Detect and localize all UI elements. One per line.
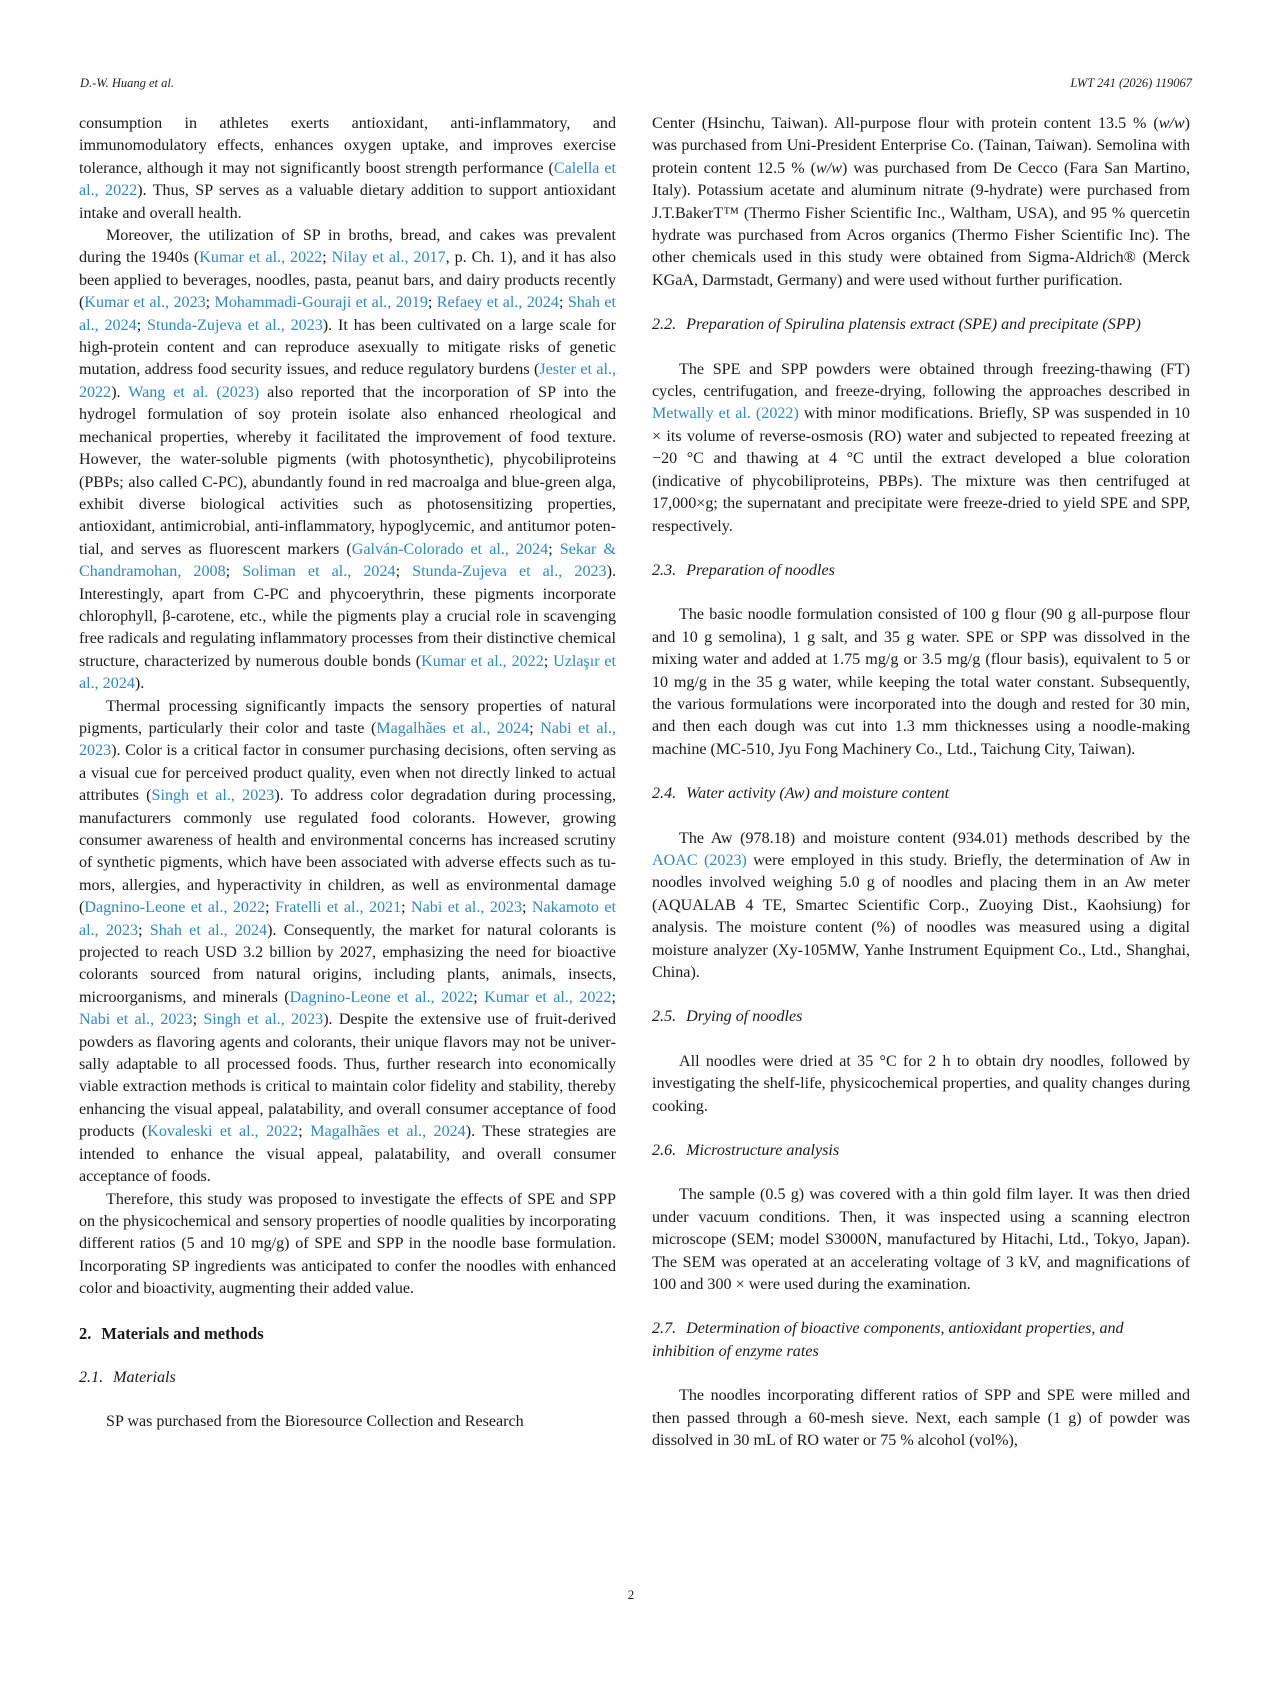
paragraph: consumption in athletes exerts antioxidant, anti-inflammatory, and immunomodulatory effects, enhances oxygen uptake, and improves exercise tolerance, although it may not significantly boost strength performance (Calella et al., 2022). Thus, SP serves as a valuable dietary addition to support antioxidant intake and overall health. xyxy=(79,115,616,222)
paragraph: All noodles were dried at 35 °C for 2 h to obtain dry noodles, followed by investigating the shelf-life, physicochemical properties, and quality changes during cooking. xyxy=(652,1052,1190,1115)
paragraph: Therefore, this study was proposed to investigate the effects of SPE and SPP on the physicochemical and sensory properties of noodle qualities by incorporating different ratios (5 and 10 mg/g) of SPE and SPP in the noodle base formulation. Incorporating SP ingredients was anticipated to confer the noodles with enhanced color and bioactivity, augmenting their added value. xyxy=(79,1190,616,1298)
citation-link[interactable]: Shah et al., 2024 xyxy=(79,294,616,334)
citation-link[interactable]: Stunda-Zujeva et al., 2023 xyxy=(412,563,607,581)
paragraph: The basic noodle formulation consisted of 100 g flour (90 g all-purpose flour and 10 g semolina), 1 g salt, and 35 g water. SPE or SPP was dissolved in the mixing water and added at 1.75 mg/g or 3.5 mg/g (flour basis), equivalent to 5 or 10 mg/g in the 35 g water, while keeping the total water constant. Subsequently, the various formulations were incorporated into the dough and rested for 30 min, and then each dough was cut into 1.3 mm thicknesses using a noodle-making machine (MC-510, Jyu Fong Machinery Co., Ltd., Taichung City, Taiwan). xyxy=(652,606,1190,758)
citation-link[interactable]: Uzlaşır et al., 2024 xyxy=(79,652,616,693)
citation-link[interactable]: Soliman et al., 2024 xyxy=(242,563,396,581)
paragraph: Moreover, the utilization of SP in broths, bread, and cakes was prevalent during the 1940s (Kumar et al., 2022; Nilay et al., 2017, p. Ch. 1), and it has also been applied to beverages, noodles, pasta, peanut bars, and dairy products recently (Kumar et al., 2023; Mohammadi-Gouraji et al., 2019; Refaey et al., 2024; Shah et al., 2024; Stunda-Zujeva et al., 2023). It has been cultivated on a large scale for high-protein content and can reproduce asexually to mitigate risks of genetic mutation, address food security issues, and reduce regulatory burdens (Jester et al., 2022). Wang et al. (2023) also reported that the incorporation of SP into the hydrogel formulation of soy protein isolate also enhanced rheological and mechanical properties, whereby it facilitated the improvement of food texture. However, the water-soluble pigments (with photosynthetic), phycobiliproteins (PBPs; also called C-PC), abundantly found in red macroalga and blue-green alga, exhibit diverse biological activities such as photosensitizing properties, antioxidant, antimicrobial, anti-inflammatory, hypoglycemic, and antitumor potential, and serves as fluorescent markers (Galván-Colorado et al., 2024; Sekar & Chandramohan, 2008; Soliman et al., 2024; Stunda-Zujeva et al., 2023). Interestingly, apart from C-PC and phycoerythrin, these pigments incorporate chlorophyll, β-carotene, etc., while the pigments play a crucial role in scavenging free radicals and regulating inflammatory processes from their distinctive chemical structure, characterized by numerous double bonds (Kumar et al., 2022; Uzlaşır et al., 2024). xyxy=(79,227,617,693)
citation-link[interactable]: Magalhães et al., 2024 xyxy=(376,719,530,737)
citation-link[interactable]: Nabi et al., 2023 xyxy=(411,899,523,917)
citation-link[interactable]: Metwally et al. (2022) xyxy=(652,405,799,423)
citation-link[interactable]: Nilay et al., 2017 xyxy=(331,249,446,267)
citation-link[interactable]: Sekar & Chandramohan, 2008 xyxy=(79,540,617,581)
citation-link[interactable]: Kumar et al., 2022 xyxy=(199,249,323,267)
subsection-heading: 2.6. Microstructure analysis xyxy=(652,1142,840,1160)
citation-link[interactable]: Galván-Colorado et al., 2024 xyxy=(351,540,549,558)
citation-link[interactable]: Fratelli et al., 2021 xyxy=(274,899,402,917)
subsection-heading: 2.3. Preparation of noodles xyxy=(652,561,835,579)
citation-link[interactable]: Singh et al., 2023 xyxy=(203,1011,324,1029)
left-column xyxy=(79,113,616,1434)
citation-link[interactable]: Stunda-Zujeva et al., 2023 xyxy=(147,316,323,334)
citation-link[interactable]: Kumar et al., 2022 xyxy=(484,988,612,1006)
citation-link[interactable]: Wang et al. (2023) xyxy=(128,383,260,401)
paragraph: Center (Hsinchu, Taiwan). All-purpose flour with protein content 13.5 % (w/w) was purchased from Uni-President Enterprise Co. (Tainan, Taiwan). Semolina with protein content 12.5 % (w/w) was purchased from De Cecco (Fara San Martino, Italy). Potassium acetate and aluminum nitrate (9-hydrate) were purchased from J.T.BakerT™ (Thermo Fisher Scientific Inc., Waltham, USA), and 95 % quercetin hydrate was purchased from Acros organics (Thermo Fisher Scientific Inc). The other chemicals used in this study were obtained from Sigma-Aldrich® (Merck KGaA, Darmstadt, Germany) and were used without further purification. xyxy=(652,115,1190,289)
paragraph: The SPE and SPP powders were obtained through freezing-thawing (FT) cycles, centrifugation, and freeze-drying, following the approaches described in Metwally et al. (2022) with minor modifications. Briefly, SP was suspended in 10 × its volume of reverse-osmosis (RO) water and subjected to repeated freezing at −20 °C and thawing at 4 °C until the extract developed a blue coloration (indicative of phycobiliproteins, PBPs). The mixture was then centrifuged at 17,000×g; the supernatant and precipitate were freeze-dried to yield SPE and SPP, respectively. xyxy=(652,360,1190,535)
citation-link[interactable]: Refaey et al., 2024 xyxy=(436,294,559,312)
running-head-authors: D.-W. Huang et al. xyxy=(80,76,174,90)
citation-link[interactable]: Mohammadi-Gouraji et al., 2019 xyxy=(214,294,428,312)
subsection-heading: 2.4. Water activity (Aw) and moisture content xyxy=(652,785,950,803)
paragraph: The sample (0.5 g) was covered with a thin gold film layer. It was then dried under vacuum conditions. Then, it was inspected using a scanning electron microscope (SEM; model S3000N, manufactured by Hitachi, Ltd., Tokyo, Japan). The SEM was operated at an accelerating voltage of 3 kV, and magnifications of 100 and 300 × were used during the examination. xyxy=(652,1186,1190,1294)
citation-link[interactable]: AOAC (2023) xyxy=(652,851,747,869)
section-heading: 2. Materials and methods xyxy=(79,1323,264,1343)
citation-link[interactable]: Shah et al., 2024 xyxy=(149,921,268,939)
right-column xyxy=(652,113,1190,1453)
paragraph: Thermal processing significantly impacts the sensory properties of natural pigments, particularly their color and taste (Magalhães et al., 2024; Nabi et al., 2023). Color is a critical factor in consumer purchasing decisions, often serving as a visual cue for perceived product quality, even when not directly linked to actual attributes (Singh et al., 2023). To address color degradation during processing, manufacturers commonly use regulated food colorants. However, growing consumer awareness of health and environmental concerns has increased scrutiny of synthetic pigments, which have been associated with adverse effects such as tumors, allergies, and hyperactivity in children, as well as environmental damage (Dagnino-Leone et al., 2022; Fratelli et al., 2021; Nabi et al., 2023; Nakamoto et al., 2023; Shah et al., 2024). Consequently, the market for natural colorants is projected to reach USD 3.2 billion by 2027, emphasizing the need for bioactive colorants sourced from natural origins, including plants, animals, insects, microorganisms, and minerals (Dagnino-Leone et al., 2022; Kumar et al., 2022; Nabi et al., 2023; Singh et al., 2023). Despite the extensive use of fruit-derived powders as flavoring agents and colorants, their unique flavors may not be universally adaptable to all processed foods. Thus, further research into economically viable extraction methods is critical to maintain color fidelity and stability, thereby enhancing the visual appeal, palatability, and overall consumer acceptance of food products (Kovaleski et al., 2022; Magalhães et al., 2024). These strategies are intended to enhance the visual appeal, palatability, and overall consumer acceptance of foods. xyxy=(79,697,617,1186)
paragraph: The Aw (978.18) and moisture content (934.01) methods described by the AOAC (2023) were employed in this study. Briefly, the determination of Aw in noodles involved weighing 5.0 g of noodles and placing them in an Aw meter (AQUALAB 4 TE, Smartec Scientific Corp., Zuoying Dist., Kaohsiung) for analysis. The moisture content (%) of noodles was measured using a digital moisture analyzer (Xy-105MW, Yanhe Instrument Equipment Co., Ltd., Shanghai, China). xyxy=(652,829,1190,981)
subsection-heading: 2.7. Determination of bioactive components, antioxidant properties, and inhibition of enzyme rates xyxy=(652,1320,1124,1360)
subsection-heading: 2.5. Drying of noodles xyxy=(652,1008,803,1026)
citation-link[interactable]: Dagnino-Leone et al., 2022 xyxy=(84,899,266,917)
citation-link[interactable]: Jester et al., 2022 xyxy=(79,361,617,401)
citation-link[interactable]: Magalhães et al., 2024 xyxy=(310,1123,466,1141)
citation-link[interactable]: Kumar et al., 2023 xyxy=(84,294,206,312)
subsection-heading: 2.2. Preparation of Spirulina platensis extract (SPE) and precipitate (SPP) xyxy=(652,316,1141,334)
paragraph: SP was purchased from the Bioresource Collection and Research xyxy=(106,1413,524,1431)
subsection-heading: 2.1. Materials xyxy=(79,1368,176,1386)
citation-link[interactable]: Dagnino-Leone et al., 2022 xyxy=(289,988,474,1006)
citation-link[interactable]: Calella et al., 2022 xyxy=(79,159,616,200)
citation-link[interactable]: Nabi et al., 2023 xyxy=(79,719,617,760)
citation-link[interactable]: Kovaleski et al., 2022 xyxy=(147,1123,299,1141)
citation-link[interactable]: Nabi et al., 2023 xyxy=(79,1011,193,1029)
citation-link[interactable]: Kumar et al., 2022 xyxy=(421,652,544,670)
citation-link[interactable]: Nakamoto et al., 2023 xyxy=(79,899,616,939)
page-number: 2 xyxy=(627,1587,635,1602)
citation-link[interactable]: Singh et al., 2023 xyxy=(151,787,275,805)
paragraph: The noodles incorporating different ratios of SPP and SPE were milled and then passed through a 60-mesh sieve. Next, each sample (1 g) of powder was dissolved in 30 mL of RO water or 75 % alcohol (vol%), xyxy=(652,1387,1190,1450)
running-head-journal: LWT 241 (2026) 119067 xyxy=(1070,76,1192,90)
